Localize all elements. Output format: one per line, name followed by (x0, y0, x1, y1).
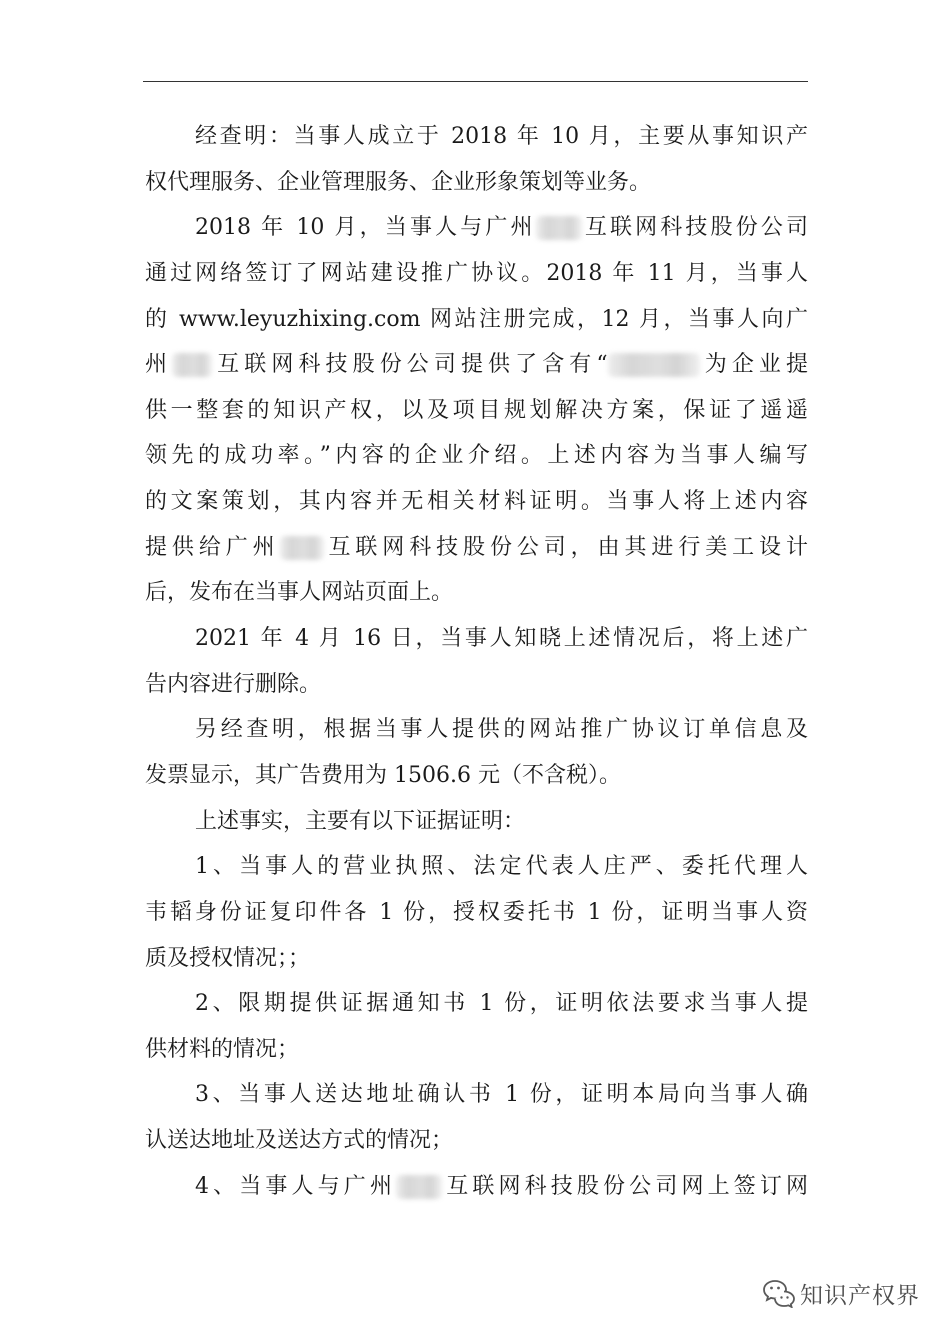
text-segment: 1、当事人的营业执照、法定代表人庄严、委托代理人 (195, 854, 808, 880)
text-segment: 领先的成功率。”内容的企业介绍。上述内容为当事人编写 (145, 443, 808, 469)
body-text (145, 114, 808, 1209)
text-line (145, 1072, 808, 1118)
text-segment: 2、限期提供证据通知书 1 份，证明依法要求当事人提 (195, 991, 808, 1017)
text-line (145, 662, 808, 708)
text-line (145, 342, 808, 388)
text-line (145, 753, 808, 799)
text-line (145, 707, 808, 753)
text-segment: 权代理服务、企业管理服务、企业形象策划等业务。 (145, 169, 652, 195)
text-line (145, 525, 808, 571)
text-line (145, 1118, 808, 1164)
text-segment: 3、当事人送达地址确认书 1 份，证明本局向当事人确 (195, 1082, 808, 1108)
watermark-text: 知识产权界 (800, 1282, 920, 1309)
text-line (145, 114, 808, 160)
text-segment: 的文案策划，其内容并无相关材料证明。当事人将上述内容 (145, 489, 808, 515)
text-segment: 告内容进行删除。 (145, 671, 322, 697)
text-line (145, 844, 808, 890)
text-segment: 后，发布在当事人网站页面上。 (145, 580, 454, 606)
text-segment: 质及授权情况；； (145, 945, 311, 971)
text-line (145, 205, 808, 251)
text-segment: 互联网科技股份公司网上签订网 (442, 1173, 808, 1199)
text-segment: 2018 年 10 月，当事人与广州 (195, 215, 536, 241)
text-line (145, 1164, 808, 1210)
text-segment: 供材料的情况； (145, 1036, 300, 1062)
text-line (145, 297, 808, 343)
text-line (145, 433, 808, 479)
text-segment: 另经查明，根据当事人提供的网站推广协议订单信息及 (195, 717, 808, 743)
text-segment: 认送达地址及送达方式的情况； (145, 1128, 454, 1154)
text-segment: 互联网科技股份公司提供了含有“ (212, 352, 608, 378)
text-segment: 互联网科技股份公司，由其进行美工设计 (323, 534, 808, 560)
text-segment: 上述事实，主要有以下证据证明： (195, 808, 526, 834)
redacted-blur (396, 1175, 442, 1199)
redacted-blur (536, 216, 582, 240)
wechat-icon (762, 1278, 796, 1308)
text-line (145, 160, 808, 206)
text-line (145, 570, 808, 616)
text-segment: 提供给广州 (145, 534, 280, 560)
text-segment: 4、当事人与广州 (195, 1173, 397, 1199)
text-line (145, 388, 808, 434)
text-segment: 经查明：当事人成立于 2018 年 10 月，主要从事知识产 (195, 124, 808, 149)
header-rule (143, 81, 808, 82)
text-line (145, 936, 808, 982)
text-line (145, 251, 808, 297)
redacted-blur (608, 353, 700, 377)
text-segment: 互联网科技股份公司 (581, 215, 808, 241)
text-line (145, 1027, 808, 1073)
text-segment: 韦韬身份证复印件各 1 份，授权委托书 1 份，证明当事人资 (145, 899, 808, 925)
redacted-blur (280, 536, 324, 560)
redacted-blur (172, 353, 212, 377)
text-segment: 供一整套的知识产权，以及项目规划解决方案，保证了遥遥 (145, 397, 808, 423)
watermark (762, 1276, 920, 1310)
text-line (145, 799, 808, 845)
text-segment: 发票显示，其广告费用为 1506.6 元（不含税）。 (145, 762, 621, 788)
text-line (145, 890, 808, 936)
text-line (145, 479, 808, 525)
text-segment: 通过网络签订了网站建设推广协议。2018 年 11 月，当事人 (145, 260, 808, 286)
text-line (145, 981, 808, 1027)
text-segment: 为企业提 (699, 352, 808, 378)
text-line (145, 616, 808, 662)
text-segment: 的 www.leyuzhixing.com 网站注册完成，12 月，当事人向广 (145, 306, 808, 332)
text-segment: 2021 年 4 月 16 日，当事人知晓上述情况后，将上述广 (195, 626, 808, 652)
text-segment: 州 (145, 352, 173, 378)
